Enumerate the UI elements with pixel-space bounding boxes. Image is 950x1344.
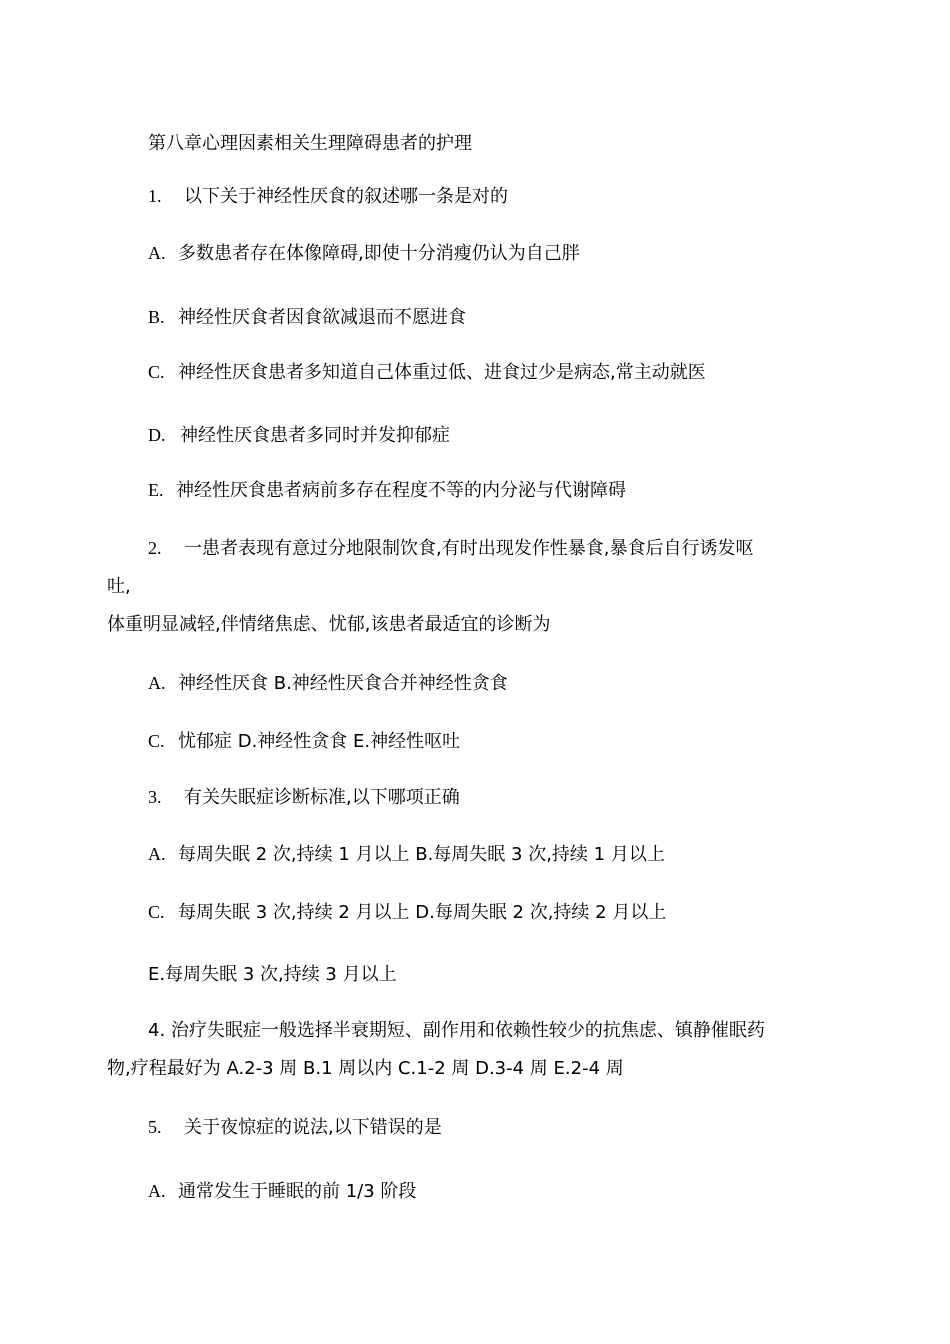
- option-label: C.: [148, 731, 165, 751]
- question-1: [148, 185, 508, 208]
- option-text: 忧郁症 D.神经性贪食 E.神经性呕吐: [178, 731, 461, 752]
- question-2: [148, 537, 753, 560]
- option-text: 神经性厌食患者病前多存在程度不等的内分泌与代谢障碍: [176, 480, 626, 501]
- option-label: A.: [148, 673, 166, 693]
- question-text-line1: 治疗失眠症一般选择半衰期短、副作用和依赖性较少的抗焦虑、镇静催眠药: [170, 1020, 765, 1041]
- question-number: 3.: [148, 787, 162, 807]
- q2-options-cde: [148, 730, 460, 753]
- q5-option-a: [148, 1180, 416, 1203]
- question-number: 5.: [148, 1117, 162, 1137]
- chapter-title: 第八章心理因素相关生理障碍患者的护理: [148, 133, 472, 154]
- option-text: 神经性厌食患者多同时并发抑郁症: [180, 425, 450, 446]
- option-label: A.: [148, 243, 166, 263]
- q3-options-cd: [148, 901, 666, 924]
- option-text: 神经性厌食者因食欲减退而不愿进食: [178, 307, 466, 328]
- q3-options-ab: [148, 843, 665, 866]
- q1-option-d: [148, 424, 450, 447]
- q3-option-e: E.每周失眠 3 次,持续 3 月以上: [148, 964, 397, 985]
- q1-option-c: [148, 361, 706, 384]
- question-number: 4.: [148, 1020, 166, 1041]
- question-number: 2.: [148, 538, 162, 558]
- option-label: A.: [148, 1181, 166, 1201]
- option-label: A.: [148, 844, 166, 864]
- option-label: D.: [148, 425, 166, 445]
- option-label: E.: [148, 480, 164, 500]
- question-text: 关于夜惊症的说法,以下错误的是: [184, 1117, 442, 1138]
- option-text: 神经性厌食 B.神经性厌食合并神经性贪食: [178, 673, 508, 694]
- option-label: C.: [148, 902, 165, 922]
- option-text: 通常发生于睡眠的前 1/3 阶段: [178, 1181, 417, 1202]
- question-4: [148, 1020, 765, 1042]
- question-4-line2: 物,疗程最好为 A.2-3 周 B.1 周以内 C.1-2 周 D.3-4 周 E.2-4 周: [107, 1058, 624, 1079]
- question-text: 以下关于神经性厌食的叙述哪一条是对的: [184, 186, 508, 207]
- q1-option-e: [148, 479, 626, 502]
- option-text: 多数患者存在体像障碍,即使十分消瘦仍认为自己胖: [178, 243, 580, 264]
- q1-option-b: [148, 306, 466, 329]
- q2-options-ab: [148, 672, 508, 695]
- question-2-line3: 体重明显减轻,伴情绪焦虑、忧郁,该患者最适宜的诊断为: [107, 614, 551, 635]
- question-text-line1: 一患者表现有意过分地限制饮食,有时出现发作性暴食,暴食后自行诱发呕: [184, 538, 754, 559]
- option-text: 神经性厌食患者多知道自己体重过低、进食过少是病态,常主动就医: [178, 362, 706, 383]
- question-3: [148, 786, 460, 809]
- question-2-line2: 吐,: [107, 576, 131, 597]
- question-text: 有关失眠症诊断标准,以下哪项正确: [184, 787, 460, 808]
- question-number: 1.: [148, 186, 162, 206]
- q1-option-a: [148, 242, 580, 265]
- option-label: C.: [148, 362, 165, 382]
- option-text: 每周失眠 3 次,持续 2 月以上 D.每周失眠 2 次,持续 2 月以上: [178, 902, 667, 923]
- option-label: B.: [148, 307, 165, 327]
- option-text: 每周失眠 2 次,持续 1 月以上 B.每周失眠 3 次,持续 1 月以上: [178, 844, 665, 865]
- question-5: [148, 1116, 442, 1139]
